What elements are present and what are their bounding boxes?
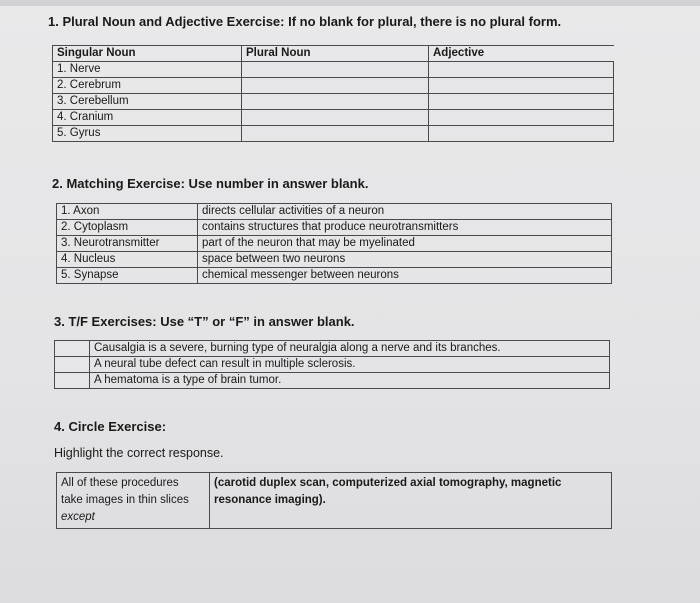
plural-answer-blank[interactable] — [242, 94, 429, 110]
table-row — [57, 220, 612, 236]
table-row — [55, 373, 610, 389]
matching-term: 5. Synapse — [57, 268, 198, 284]
matching-definition: contains structures that produce neurotransmitters — [198, 220, 612, 236]
header-adjective: Adjective — [429, 46, 614, 62]
adjective-answer-blank[interactable] — [429, 62, 614, 78]
adjective-answer-blank[interactable] — [429, 78, 614, 94]
table-row — [57, 473, 612, 529]
table-row — [53, 110, 614, 126]
table-row — [53, 78, 614, 94]
table-row — [55, 341, 610, 357]
true-false-table — [54, 340, 610, 389]
plural-answer-blank[interactable] — [242, 62, 429, 78]
adjective-answer-blank[interactable] — [429, 110, 614, 126]
matching-definition: directs cellular activities of a neuron — [198, 204, 612, 220]
singular-noun-cell: 5. Gyrus — [53, 126, 242, 142]
page-top-edge — [0, 0, 700, 6]
plural-answer-blank[interactable] — [242, 126, 429, 142]
circle-prompt-cell — [57, 473, 210, 529]
matching-definition: part of the neuron that may be myelinated — [198, 236, 612, 252]
adjective-answer-blank[interactable] — [429, 126, 614, 142]
plural-answer-blank[interactable] — [242, 78, 429, 94]
circle-prompt-line1: All of these procedures — [61, 477, 179, 489]
tf-answer-blank[interactable] — [55, 357, 90, 373]
matching-definition: chemical messenger between neurons — [198, 268, 612, 284]
singular-noun-cell: 1. Nerve — [53, 62, 242, 78]
table-header-row — [53, 46, 614, 62]
table-row — [53, 126, 614, 142]
tf-answer-blank[interactable] — [55, 341, 90, 357]
matching-term: 1. Axon — [57, 204, 198, 220]
singular-noun-cell: 2. Cerebrum — [53, 78, 242, 94]
section4-heading: 4. Circle Exercise: — [54, 419, 167, 434]
table-row — [57, 268, 612, 284]
adjective-answer-blank[interactable] — [429, 94, 614, 110]
matching-definition: space between two neurons — [198, 252, 612, 268]
table-row — [53, 94, 614, 110]
section3-heading: 3. T/F Exercises: Use “T” or “F” in answer blank. — [54, 314, 355, 329]
plural-answer-blank[interactable] — [242, 110, 429, 126]
table-row — [55, 357, 610, 373]
table-row — [57, 204, 612, 220]
header-plural-noun: Plural Noun — [242, 46, 429, 62]
circle-prompt-except: except — [61, 511, 95, 523]
circle-prompt-line2: take images in thin slices — [61, 494, 189, 506]
section2-heading: 2. Matching Exercise: Use number in answer blank. — [52, 176, 369, 191]
singular-noun-cell: 3. Cerebellum — [53, 94, 242, 110]
tf-answer-blank[interactable] — [55, 373, 90, 389]
matching-term: 4. Nucleus — [57, 252, 198, 268]
matching-term: 3. Neurotransmitter — [57, 236, 198, 252]
section4-instruction: Highlight the correct response. — [54, 446, 224, 460]
circle-table — [56, 472, 612, 529]
matching-term: 2. Cytoplasm — [57, 220, 198, 236]
tf-statement: A hematoma is a type of brain tumor. — [90, 373, 610, 389]
table-row — [57, 236, 612, 252]
circle-options-cell[interactable]: (carotid duplex scan, computerized axial tomography, magnetic resonance imaging). — [210, 473, 612, 529]
table-row — [57, 252, 612, 268]
header-singular-noun: Singular Noun — [53, 46, 242, 62]
tf-statement: A neural tube defect can result in multiple sclerosis. — [90, 357, 610, 373]
plural-table — [52, 45, 614, 142]
singular-noun-cell: 4. Cranium — [53, 110, 242, 126]
matching-table — [56, 203, 612, 284]
section1-heading: 1. Plural Noun and Adjective Exercise: If no blank for plural, there is no plural form. — [48, 14, 562, 29]
table-row — [53, 62, 614, 78]
tf-statement: Causalgia is a severe, burning type of neuralgia along a nerve and its branches. — [90, 341, 610, 357]
